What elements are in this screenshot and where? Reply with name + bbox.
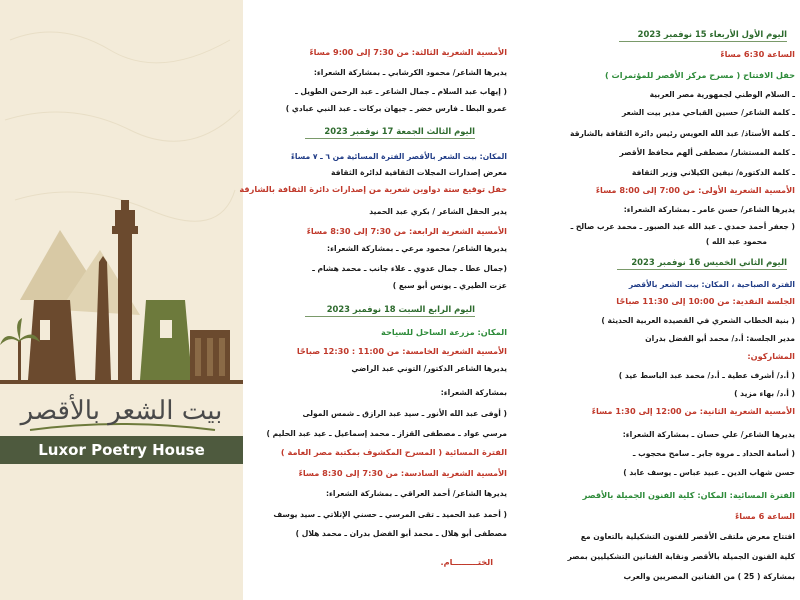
evening6-line: ( أحمد عبد الحميد ـ تقى المرسي ـ حسني الإتلاتي ـ سيد يوسف [273,510,507,519]
closing-text: الختـــــــــام. [440,557,493,567]
evening4-title: الأمسية الشعرية الرابعة: من 7:30 إلى 8:30 مساءً [306,226,507,236]
day3-title: اليوم الثالث الجمعة 17 نوفمبر 2023 [324,126,475,136]
ground-line [0,380,243,384]
temple-pylon-right [140,300,192,380]
evening4-line: (جمال عطا ـ جمال عدوي ـ علاء جانب ـ محمد هشام ـ [312,264,507,273]
evening1-line: محمود عبد الله ) [705,237,767,246]
critical-session-title: الجلسة النقدية: من 10:00 إلى 11:30 صباحًا [616,296,795,306]
participants-line: ( أ.د/ أشرف عطية ـ أ.د/ محمد عبد الباسط عيد ) [618,371,795,380]
day1-title: اليوم الأول الأربعاء 15 نوفمبر 2023 [637,29,787,39]
evening6-line: يديرها الشاعر/ أحمد العراقي ـ بمشاركة الشعراء: [325,489,507,498]
evening3-line: يديرها الشاعر/ محمود الكرشابي ـ بمشاركة الشعراء: [313,68,507,77]
day2-title: اليوم الثاني الخميس 16 نوفمبر 2023 [631,257,787,267]
luxor-poetry-house-logo [0,0,243,600]
evening1-line: يديرها الشاعر/ حسن عامر ـ بمشاركة الشعراء: [623,205,795,214]
evening2-line: حسن شهاب الدين ـ عبيد عباس ـ يوسف عابد ) [623,468,795,477]
day3-underline [305,138,475,139]
evening6-title: الأمسية الشعرية السادسة: من 7:30 إلى 8:30 مساءً [298,468,507,478]
evening5-line: ( أوفى عبد الله الأنور ـ سيد عبد الرازق ـ شمس المولى [302,409,507,418]
day1-opening: حفل الافتتاح ( مسرح مركز الأقصر للمؤتمرات ) [604,70,795,80]
participants-line: ( أ.د/ بهاء مزيد ) [734,389,795,398]
day2-underline [617,269,787,270]
tower [118,230,132,380]
evening3-line: عمرو البطا ـ فارس خضر ـ جيهان بركات ـ عبد النبي عبادي ) [285,104,507,113]
art-time: الساعة 6 مساءً [735,511,795,521]
day1-item: ـ كلمة المستشار/ مصطفى ألهم محافظ الأقصر [619,148,795,157]
day3-place: المكان: بيت الشعر بالأقصر الفترة المسائية من ٦ ـ ٧ مساءً [291,152,507,161]
day3-exhibit: معرض إصدارات المجلات الثقافية لدائرة الثقافة [331,168,507,177]
logo-panel [0,0,243,600]
evening1-title: الأمسية الشعرية الأولى: من 7:00 إلى 8:00 مساءً [595,185,795,195]
evening2-line: يديرها الشاعر/ علي حسان ـ بمشاركة الشعراء: [622,430,795,439]
evening3-line: ( إيهاب عبد السلام ـ جمال الشاعر ـ عبد الرحمن الطويل ـ [295,87,507,96]
evening6-line: مصطفى أبو هلال ـ محمد أبو الفضل بدران ـ محمد هلال ) [295,529,507,538]
open-theater-period: الفترة المسائية ( المسرح المكشوف بمكتبة مصر العامة ) [280,447,507,457]
evening5-line: مرسي عواد ـ مصطفى القزاز ـ محمد إسماعيل ـ عيد عبد الحليم ) [266,429,507,438]
day2-morning: الفترة الصباحية ، المكان: بيت الشعر بالأقصر [628,280,795,289]
art-line: كلية الفنون الجميلة بالأقصر ونقابة الفنانين التشكيليين بمصر [567,552,795,561]
evening5-title: الأمسية الشعرية الخامسة: من 11:00 : 12:30 صباحًا [296,346,507,356]
day3-signing: حفل توقيع ستة دواوين شعرية من إصدارات دائرة الثقافة بالشارقة [239,184,507,194]
evening5-line: يديرها الشاعر الدكتور/ التوني عبد الراضي [351,364,507,373]
evening4-line: عزت الطيري ـ يونس أبو سبع ) [392,281,507,290]
day1-item: ـ كلمة الأستاذ/ عبد الله العويس رئيس دائرة الثقافة بالشارقة [569,129,795,138]
logo-caption-arabic: بيت الشعر بالأقصر [20,396,223,426]
day4-underline [305,316,475,317]
day1-underline [619,41,787,42]
art-period: الفترة المسائية: المكان: كلية الفنون الجميلة بالأقصر [582,490,795,500]
day4-place: المكان: مزرعة الساحل للسياحة [381,327,507,337]
participants-title: المشاركون: [747,351,795,361]
day4-title: اليوم الرابع السبت 18 نوفمبر 2023 [326,304,475,314]
day1-item: ـ السلام الوطني لجمهورية مصر العربية [649,90,795,99]
temple-pylon-left [28,300,76,380]
day1-item: ـ كلمة الشاعر/ حسين القباحي مدير بيت الشعر [621,108,795,117]
evening3-title: الأمسية الشعرية الثالثة: من 7:30 إلى 9:00 مساءً [309,47,507,57]
evening2-title: الأمسية الشعرية الثانية: من 12:00 إلى 1:30 مساءً [591,406,795,416]
evening5-line: بمشاركة الشعراء: [440,388,507,397]
evening1-line: ( جعفر أحمد حمدي ـ عبد الله عبد الصبور ـ محمد عرب صالح ـ [570,222,795,231]
evening4-line: يديرها الشاعر/ محمود مرعي ـ بمشاركة الشعراء: [327,244,507,253]
background-texture [5,32,240,221]
day1-item: ـ كلمة الدكتورة/ نيفين الكيلاني وزير الثقافة [631,168,795,177]
critical-session-line: ( بنية الخطاب الشعري في القصيدة العربية الحديثة ) [601,316,795,325]
day1-time: الساعة 6:30 مساءً [720,49,795,59]
critical-session-line: مدير الجلسة: أ.د/ محمد أبو الفضل بدران [645,334,795,343]
evening2-line: ( أسامة الحداد ـ مروة جابر ـ سامح محجوب ـ [632,449,795,458]
day3-host: يدير الحفل الشاعر / بكري عبد الحميد [369,207,507,216]
art-line: افتتاح معرض ملتقى الأقصر للفنون التشكيلية بالتعاون مع [580,532,795,541]
logo-caption-english: Luxor Poetry House [0,436,243,464]
art-line: بمشاركة ( 25 ) من الفنانين المصريين والعرب [623,572,795,581]
